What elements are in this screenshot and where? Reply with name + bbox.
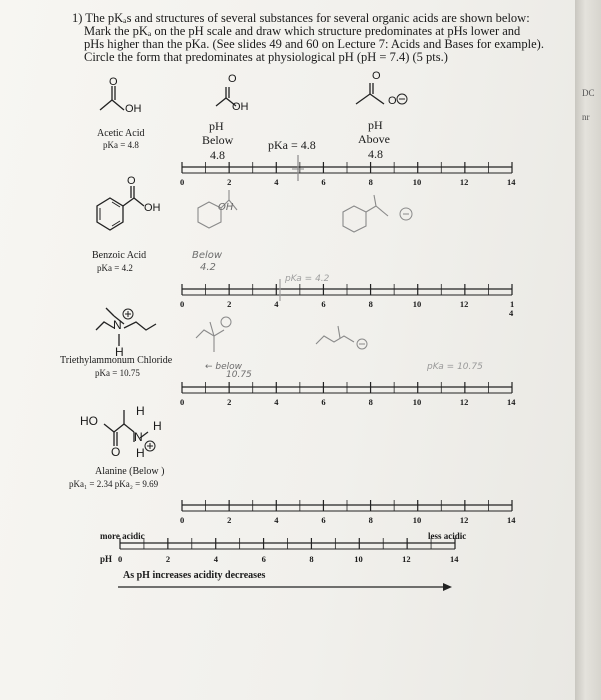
ph-above-label-2: Above <box>358 132 390 146</box>
acetic-oh-label: OH <box>125 103 142 115</box>
alanine-h-bottom-label: H <box>136 446 145 460</box>
tick-label: 12 <box>459 515 469 525</box>
tick-label: 14 <box>507 397 516 407</box>
ph-below-label-3: 4.8 <box>210 148 225 162</box>
tick-label: 12 <box>402 554 411 564</box>
tick-label: 6 <box>321 299 326 309</box>
acetic-acid-pka: pKa = 4.8 <box>103 140 139 150</box>
tick-label: 6 <box>321 515 326 525</box>
more-acidic-label: more acidic <box>100 531 145 541</box>
tick-label: 8 <box>368 515 373 525</box>
tick-label: 0 <box>180 177 185 187</box>
triethyl-h-label: H <box>115 345 124 359</box>
spine-text-a: DC <box>582 88 595 98</box>
alanine-pka: pKa₁ = 2.34 pKa₂ = 9.69 <box>69 479 159 489</box>
tick-label: 0 <box>180 515 185 525</box>
acetic-below-o-label: O <box>228 73 237 85</box>
tick-label: 0 <box>180 299 185 309</box>
benzoic-acid-name: Benzoic Acid <box>92 250 147 261</box>
acetic-acid-name: Acetic Acid <box>97 128 145 139</box>
benzoic-acid-structure <box>90 180 180 240</box>
ph-above-label-3: 4.8 <box>368 147 383 161</box>
tick-label: 14 <box>507 177 516 187</box>
alanine-n-label: N <box>134 430 143 444</box>
ph-caption: As pH increases acidity decreases <box>123 570 266 581</box>
triethyl-pka-note: pKa = 10.75 <box>427 362 483 372</box>
acetate-structure <box>350 82 420 127</box>
tick-label: 8 <box>309 554 314 564</box>
question-line-3: pHs higher than the pKa. (See slides 49 and 60 on Lecture 7: Acids and Bases for example). <box>84 37 544 51</box>
tick-label: 8 <box>368 397 373 407</box>
ph-scale-reference-ruler <box>120 537 459 553</box>
tick-label: 10 <box>354 554 363 564</box>
ph-scale-acetic-ruler <box>182 161 516 177</box>
benzoic-below-sketch <box>195 188 275 238</box>
less-acidic-label: less acidic <box>428 531 467 541</box>
tick-label: 6 <box>321 397 326 407</box>
alanine-h-top-label: H <box>136 404 145 418</box>
ph-scale-alanine-ruler <box>182 499 516 515</box>
tick-label: 14 <box>450 554 459 564</box>
tick-label: 4 <box>274 397 279 407</box>
question-line-2: Mark the pKₐ on the pH scale and draw which structure predominates at pHs lower and <box>84 24 521 38</box>
tick-label: 2 <box>227 515 232 525</box>
alanine-ho-label: HO <box>80 414 98 428</box>
acetic-pka-pencil-mark <box>290 155 310 185</box>
tick-label: 4 <box>274 299 279 309</box>
benzoic-below-value: 4.2 <box>200 262 216 273</box>
benzoic-pka-note: pKa = 4.2 <box>285 274 330 284</box>
question-line-4: Circle the form that predominates at physiological pH (pH = 7.4) (5 pts.) <box>84 50 448 64</box>
tick-label: 10 <box>412 177 422 187</box>
acetic-below-oh-label: OH <box>232 101 249 113</box>
scale-2-overflow-digit: 4 <box>509 308 514 318</box>
tick-label: 1 <box>510 299 515 309</box>
tick-label: 4 <box>274 177 279 187</box>
tick-label: 8 <box>368 299 373 309</box>
tick-label: 14 <box>507 515 516 525</box>
binding-edge <box>575 0 601 700</box>
tick-label: 2 <box>227 177 232 187</box>
triethyl-below-sketch <box>190 312 250 362</box>
benzoic-acid-pka: pKa = 4.2 <box>97 263 133 273</box>
triethylammonium-pka: pKa = 10.75 <box>95 368 140 378</box>
alanine-o-label: O <box>111 445 121 459</box>
tick-label: 10 <box>412 299 422 309</box>
alanine-name: Alanine (Below ) <box>95 466 165 477</box>
acetic-o-label: O <box>109 76 118 88</box>
ph-below-label-2: Below <box>202 133 234 147</box>
acetate-o-minus-label: O <box>388 95 397 107</box>
benzoic-pka-pencil-mark <box>274 279 294 305</box>
benzoate-sketch <box>340 190 440 240</box>
ph-below-label-1: pH <box>209 119 224 133</box>
triethylamine-sketch <box>312 322 382 362</box>
alanine-structure <box>78 402 188 472</box>
tick-label: 0 <box>118 554 123 564</box>
tick-label: 4 <box>274 515 279 525</box>
tick-label: 6 <box>261 554 266 564</box>
ph-scale-benzoic-ruler <box>182 283 516 299</box>
tick-label: 2 <box>227 299 232 309</box>
acetic-pka-mark-label: pKa = 4.8 <box>268 138 316 152</box>
triethylammonium-name: Triethylammonum Chloride <box>60 355 173 366</box>
tick-label: 4 <box>213 554 218 564</box>
tick-label: 12 <box>459 397 469 407</box>
bottom-ph-label: pH <box>100 554 113 564</box>
triethyl-below-value: 10.75 <box>226 370 252 380</box>
tick-label: 2 <box>165 554 171 564</box>
benzoic-oh-label: OH <box>144 202 161 214</box>
ph-scale-triethylammonium-ruler <box>182 381 516 397</box>
tick-label: 12 <box>459 299 469 309</box>
acidity-arrow <box>118 582 458 592</box>
benzoic-o-label: O <box>127 175 136 187</box>
tick-label: 2 <box>227 397 232 407</box>
triethyl-n-label: N <box>113 318 122 332</box>
triethyl-below-note: ← below <box>205 362 243 372</box>
ph-above-label-1: pH <box>368 118 383 132</box>
tick-label: 12 <box>459 177 469 187</box>
benzoic-sketch-oh: OH <box>218 202 234 213</box>
benzoic-below-note: Below <box>192 250 223 261</box>
tick-label: 0 <box>180 397 185 407</box>
question-line-1: 1) The pKₐs and structures of several substances for several organic acids are shown below: <box>72 11 530 25</box>
alanine-h-right-label: H <box>153 419 162 433</box>
tick-label: 6 <box>321 177 326 187</box>
tick-label: 10 <box>412 397 422 407</box>
tick-label: 8 <box>368 177 373 187</box>
spine-text-b: nr <box>582 112 590 122</box>
tick-label: 10 <box>412 515 422 525</box>
acetate-o-top-label: O <box>372 70 381 82</box>
